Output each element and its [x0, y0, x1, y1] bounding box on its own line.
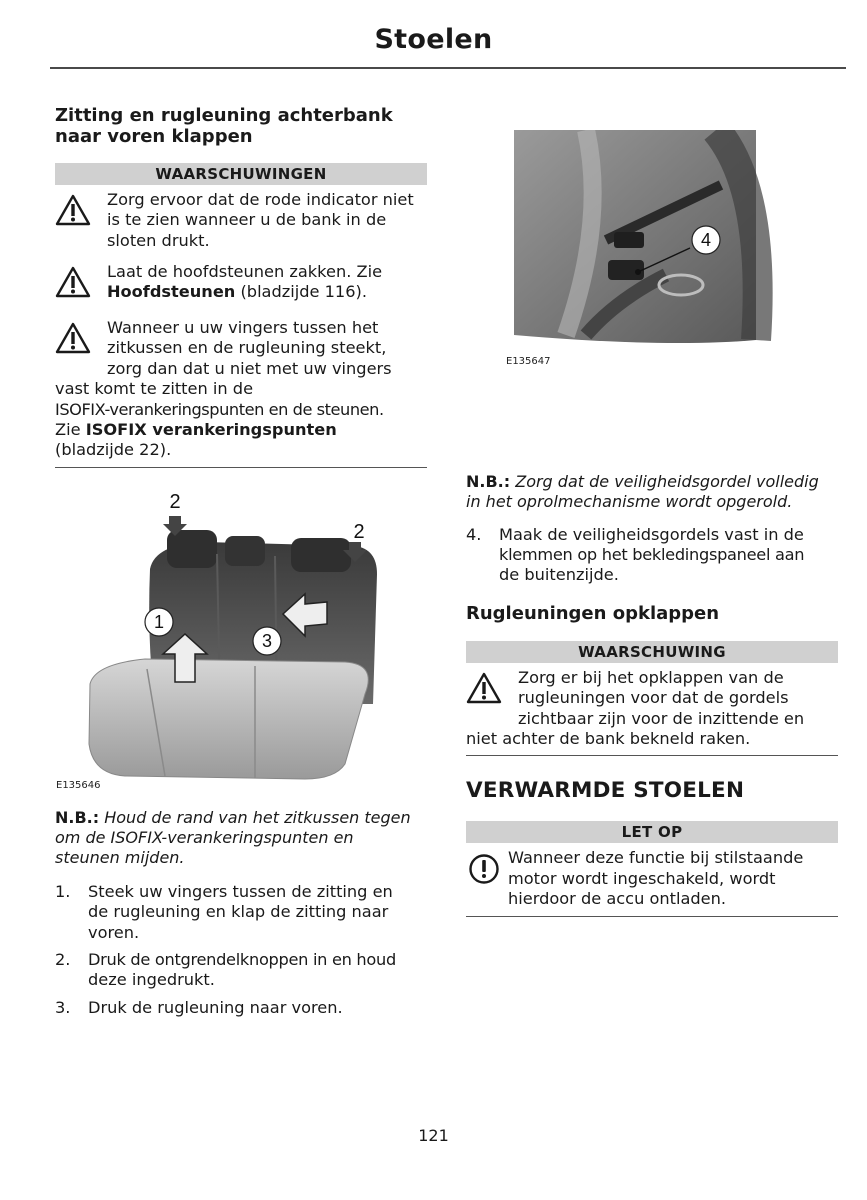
warning-text: sloten drukt. — [107, 230, 210, 250]
warning-text: zitkussen en de rugleuning steekt, — [107, 338, 387, 358]
step-number: 2. — [55, 949, 71, 969]
warning-item — [466, 668, 838, 750]
page-title: Stoelen — [374, 24, 493, 55]
step-number: 4. — [466, 524, 482, 544]
callout-2: 2 — [353, 520, 365, 543]
callout-3: 3 — [261, 630, 273, 651]
warning-triangle-icon — [466, 672, 502, 704]
note-text: Houd de rand van het zitkussen tegen — [99, 807, 411, 827]
warning-item — [55, 262, 427, 304]
page-number: 121 — [418, 1126, 449, 1145]
step-text: deze ingedrukt. — [88, 970, 215, 990]
warning-text: Zie — [55, 420, 86, 440]
step-item — [55, 950, 427, 991]
callout-1: 1 — [153, 611, 165, 632]
warning-text: zorg dan dat u niet met uw vingers — [107, 358, 392, 378]
step-text: de buitenzijde. — [499, 565, 619, 585]
link-isofix[interactable]: ISOFIX verankeringspunten — [85, 420, 337, 440]
step-text: Maak de veiligheidsgordels vast in de — [499, 524, 804, 544]
warning-text: Wanneer u uw vingers tussen het — [107, 318, 379, 337]
warning-triangle-icon — [55, 266, 91, 298]
step-item — [466, 525, 838, 586]
note-block — [466, 472, 838, 513]
step-number: 3. — [55, 997, 71, 1017]
link-hoofdsteunen[interactable]: Hoofdsteunen — [107, 282, 236, 302]
warnings-title-bar: WAARSCHUWINGEN — [55, 163, 427, 185]
steps-list — [466, 525, 838, 586]
caution-exclamation-icon — [466, 852, 502, 884]
warning-text: (bladzijde 22). — [55, 440, 172, 460]
warning-end-rule — [466, 755, 838, 756]
warnings-end-rule — [55, 467, 427, 468]
note-text: in het oprolmechanisme wordt opgerold. — [466, 492, 793, 512]
callout-4: 4 — [700, 230, 712, 250]
rear-seat-illustration — [55, 494, 427, 794]
figure-code: E135646 — [56, 779, 101, 791]
warning-text: rugleuningen voor dat de gordels — [518, 688, 789, 708]
title-divider — [50, 67, 846, 69]
step-text: Druk de ontgrendelknoppen in en houd — [88, 949, 396, 969]
figure-seatbelt — [466, 130, 838, 380]
note-text: steunen mijden. — [55, 848, 185, 868]
warning-triangle-icon — [55, 322, 91, 354]
note-label: N.B.: — [466, 472, 511, 491]
step-item — [55, 882, 427, 943]
warning-text: Zorg er bij het opklappen van de — [518, 667, 784, 687]
caution-title-bar: LET OP — [466, 821, 838, 843]
step-number: 1. — [55, 881, 71, 901]
right-column — [466, 130, 838, 917]
step-text: de rugleuning en klap de zitting naar — [88, 902, 389, 922]
caution-text: hierdoor de accu ontladen. — [508, 889, 727, 909]
heading-line: Zitting en rugleuning achterbank — [55, 105, 393, 126]
caution-text: Wanneer deze functie bij stilstaande — [508, 848, 804, 868]
section-heading-heated-seats: VERWARMDE STOELEN — [466, 778, 745, 804]
warning-text: Zorg ervoor dat de rode indicator niet — [107, 190, 414, 209]
warning-text: Laat de hoofdsteunen zakken. Zie — [107, 262, 383, 281]
warning-item — [55, 190, 427, 250]
warning-text: is te zien wanneer u de bank in de — [107, 210, 387, 230]
subheading-rugleuningen: Rugleuningen opklappen — [466, 602, 720, 624]
warning-text: vast komt te zitten in de — [55, 379, 254, 399]
step-text: Druk de rugleuning naar voren. — [88, 997, 343, 1017]
section-heading-fold-forward — [55, 105, 427, 147]
caution-text: motor wordt ingeschakeld, wordt — [508, 868, 776, 888]
left-column — [55, 105, 427, 1018]
warning-triangle-icon — [55, 194, 91, 226]
caution-item — [466, 848, 838, 910]
warning-title-bar: WAARSCHUWING — [466, 641, 838, 663]
note-text: Zorg dat de veiligheidsgordel volledig — [510, 472, 819, 491]
step-item — [55, 998, 427, 1018]
note-block — [55, 808, 427, 869]
note-label: N.B.: — [55, 807, 100, 827]
step-text: klemmen op het bekledingspaneel aan — [499, 545, 805, 564]
step-text: Steek uw vingers tussen de zitting en — [88, 881, 393, 901]
seatbelt-illustration — [466, 130, 838, 360]
figure-rear-seat — [55, 494, 427, 794]
steps-list — [55, 882, 427, 1018]
warning-item — [55, 318, 427, 461]
warning-text: ISOFIX-verankeringspunten en de steunen. — [55, 399, 384, 419]
callout-2: 2 — [169, 493, 181, 513]
heading-line: naar voren klappen — [55, 126, 253, 147]
warning-text: (bladzijde 116). — [235, 282, 367, 302]
note-text: om de ISOFIX-verankeringspunten en — [55, 828, 354, 848]
step-text: voren. — [88, 922, 140, 942]
figure-code: E135647 — [506, 356, 551, 367]
caution-end-rule — [466, 916, 838, 917]
warning-text: zichtbaar zijn voor de inzittende en — [518, 708, 805, 728]
warning-text: niet achter de bank bekneld raken. — [466, 729, 751, 749]
